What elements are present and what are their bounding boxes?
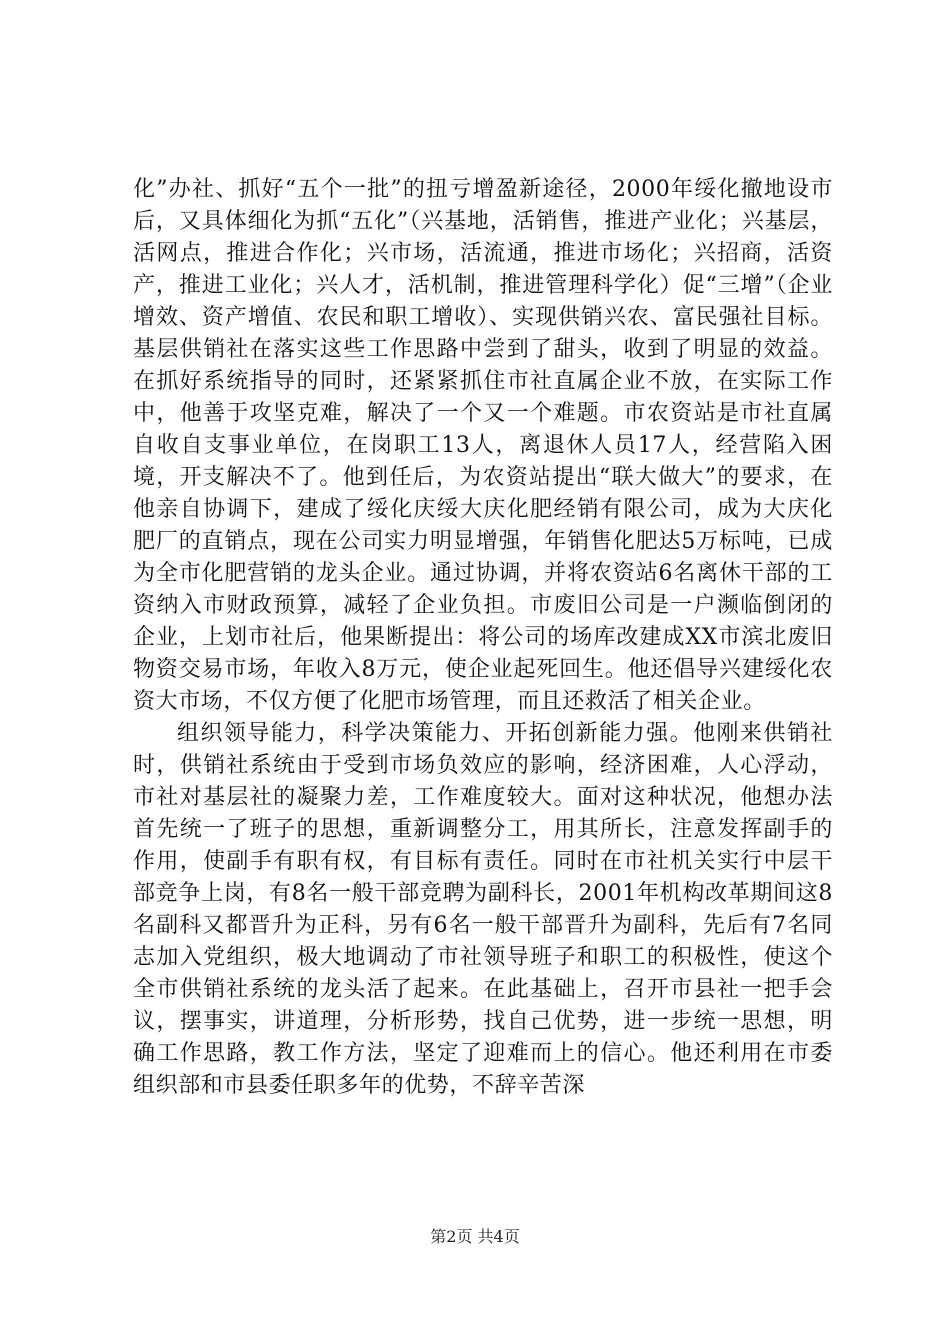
paragraph-1: 化”办社、抓好“五个一批”的扭亏增盈新途径，2000年绥化撤地设市后，又具体细化为抓“五化”（兴基地，活销售，推进产业化；兴基层，活网点，推进合作化；兴市场，活流通，推进市场化；兴招商，活资产，推进工业化；兴人才，活机制，推进管理科学化）促“三增”（企业增效、资产增值、农民和职工增收）、实现供销兴农、富民强社目标。基层供销社在落实这些工作思路中尝到了甜头，收到了明显的效益。在抓好系统指导的同时，还紧紧抓住市社直属企业不放，在实际工作中，他善于攻坚克难，解决了一个又一个难题。市农资站是市社直属自收自支事业单位，在岗职工13人，离退休人员17人，经营陷入困境，开支解决不了。他到任后，为农资站提出“联大做大”的要求，在他亲自协调下，建成了绥化庆绥大庆化肥经销有限公司，成为大庆化肥厂的直销点，现在公司实力明显增强，年销售化肥达5万标吨，已成为全市化肥营销的龙头企业。通过协调，并将农资站6名离休干部的工资纳入市财政预算，减轻了企业负担。市废旧公司是一户濒临倒闭的企业，上划市社后，他果断提出：将公司的场库改建成XX市滨北废旧物资交易市场，年收入8万元，使企业起死回生。他还倡导兴建绥化农资大市场，不仅方便了化肥市场管理，而且还救活了相关企业。	[133, 177, 833, 714]
body-text	[133, 174, 833, 1102]
page-footer: 第2页 共4页	[430, 1227, 520, 1246]
paragraph-2: 组织领导能力，科学决策能力、开拓创新能力强。他刚来供销社时，供销社系统由于受到市场负效应的影响，经济困难，人心浮动，市社对基层社的凝聚力差，工作难度较大。面对这种状况，他想办法首先统一了班子的思想，重新调整分工，用其所长，注意发挥副手的作用，使副手有职有权，有目标有责任。同时在市社机关实行中层干部竞争上岗，有8名一般干部竞聘为副科长，2001年机构改革期间这8名副科又都晋升为正科，另有6名一般干部晋升为副科，先后有7名同志加入党组织，极大地调动了市社领导班子和职工的积极性，使这个全市供销社系统的龙头活了起来。在此基础上，召开市县社一把手会议，摆事实，讲道理，分析形势，找自己优势，进一步统一思想，明确工作思路，教工作方法，坚定了迎难而上的信心。他还利用在市委组织部和市县委任职多年的优势，不辞辛苦深	[133, 721, 833, 1098]
